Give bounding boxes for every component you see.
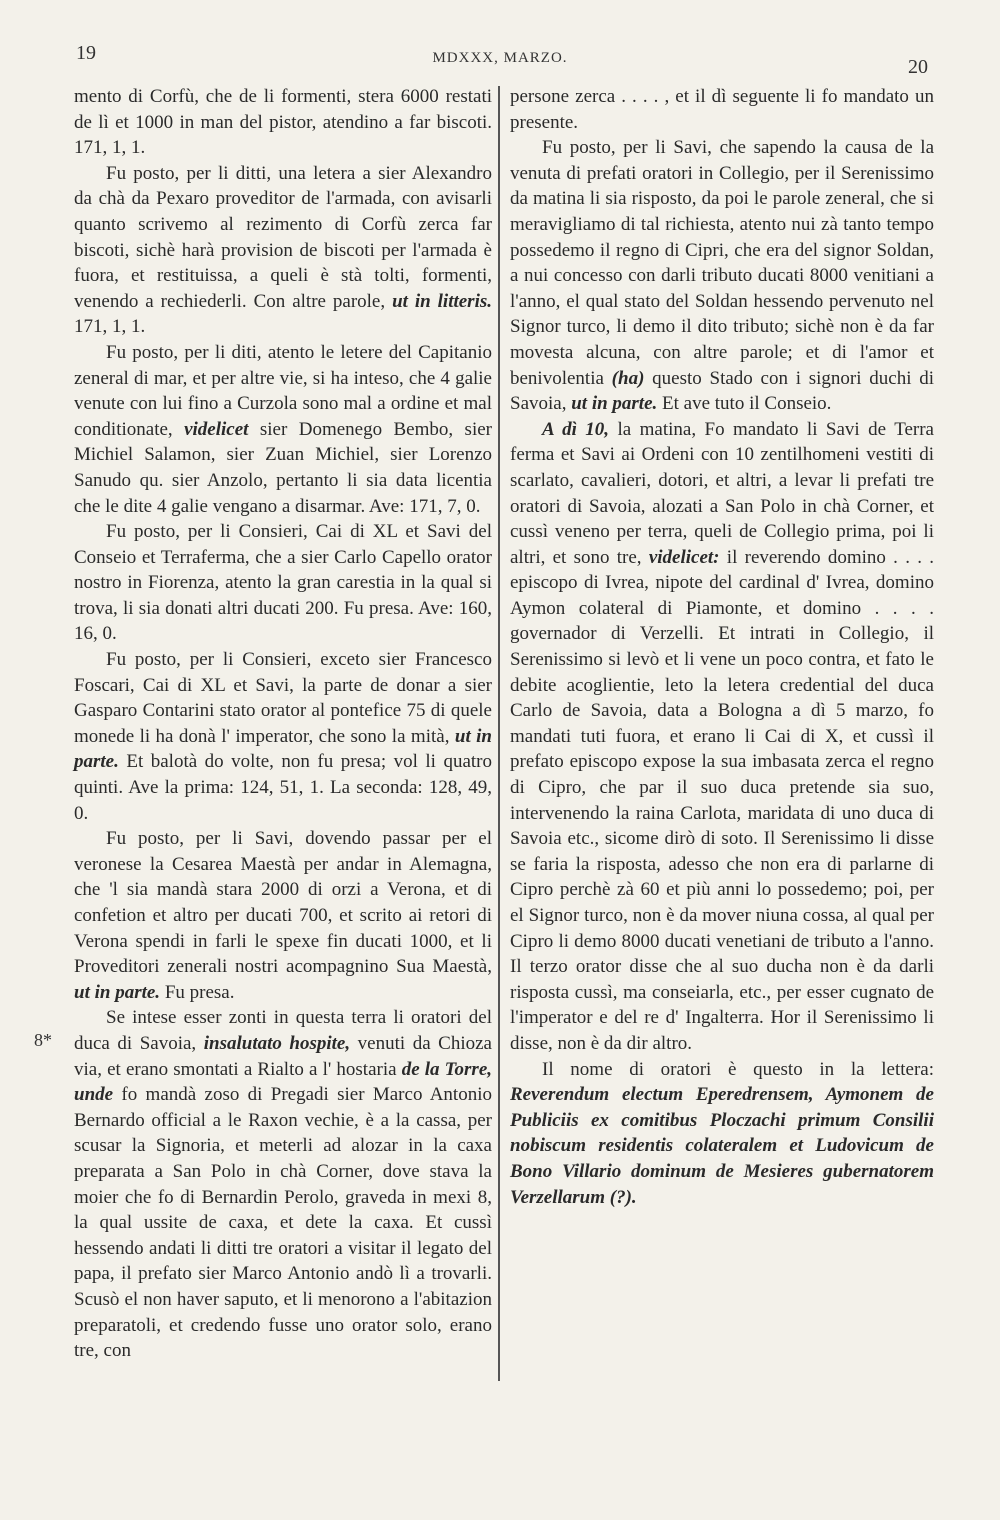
- running-title: MDXXX, MARZO.: [432, 50, 568, 66]
- italic-phrase: ut in parte.: [74, 725, 492, 773]
- page-number-right: 20: [908, 56, 928, 78]
- text-run: venuti da Chioza via, et erano smontati a Rialto a l' hostaria: [74, 1032, 492, 1080]
- text-run: questo Stado con i signori duchi di Savoia,: [510, 367, 934, 415]
- text-run: Se intese esser zonti in questa terra li oratori del duca di Savoia,: [74, 1007, 492, 1054]
- text-run: Et balotà do volte, non fu presa; vol li quatro quinti. Ave la prima: 124, 51, 1. La seconda: 128, 49, 0.: [74, 751, 492, 824]
- paragraph: [510, 84, 934, 135]
- paragraph: [510, 1057, 934, 1211]
- text-run: Fu posto, per li Savi, dovendo passar per el veronese la Cesarea Maestà per andar in Alemagna, che 'l sia mandà stara 2000 di orzi a Verona, et di confetion et altro per ducati 700, et scrito ai retori di Verona spendi in farli le spexe fin ducati 1000, et li Proveditori zenerali nostri acompagnino Sua Maestà,: [74, 828, 492, 978]
- text-run: Il nome di oratori è questo in la lettera:: [542, 1058, 934, 1080]
- paragraph: [74, 340, 492, 519]
- paragraph: [74, 1005, 492, 1363]
- text-run: Fu posto, per li Savi, che sapendo la causa de la venuta di prefati oratori in Collegio, per il Serenissimo da matina li sia risposto, da poi le parole zeneral, che si meravigliamo di tal richiesta, atento nui zà tanto tempo possedemo il regno di Cipri, che era del signor Soldan, a nui concesso con darli tributo ducati 8000 venitiani a l'anno, el qual stato del Soldan hessendo pervenuto nel Signor turco, li demo il dito tributo; sichè non è da far movesta alcuna, con altre parole; et di l'amor et benivolentia: [510, 137, 934, 389]
- text-run: Fu posto, per li diti, atento le letere del Capitanio zeneral di mar, et per altre vie, si ha inteso, che 4 galie venute con lui fino a Curzola sono mal a ordine et mal conditionate,: [74, 341, 492, 440]
- text-run: sier Domenego Bembo, sier Michiel Salamon, sier Zuan Michiel, sier Lorenzo Sanudo qu. sier Anzolo, pertanto li sia data licentia che le dite 4 galie vengano a disarmar. Ave: 171, 7, 0.: [74, 418, 492, 517]
- text-run: il reverendo domino . . . . episcopo di Ivrea, nipote del cardinal d' Ivrea, domino Aymon colateral di Piamonte, et domino . . . . governador di Verzelli. Et intrati in Collegio, il Serenissimo si levò et li vene un poco contra, et fato le debite acoglientie, leto la letera credential del duca Carlo de Savoia, data a Bologna a dì 5 marzo, fo mandati tuti fuora, et erano li Cai di X, et cussì il prefato episcopo expose la sua imbasata zerca el regno di Cipro, che par il suo duca pretende sia suo, intervenendo la raina Carlota, maridata di uno duca di Savoia etc., sicome dirò di soto. Il Serenissimo li disse se faria la risposta, adesso che non era di parlarne di Cipro perchè zà 60 et più anni lo possedemo; poi, per el Signor turco, non è da mover niuna cossa, al qual per Cipro li demo 8000 ducati venetiani de tributo a l'anno. Il terzo orator disse che al suo ducha non è da darli risposta cussì, ma conseiarla, etc., per esser cugnato de l'imperator e del re d' Ingalterra. Hor il Serenissimo li disse, non è da dir altro.: [510, 546, 934, 1054]
- italic-phrase: videlicet:: [648, 546, 720, 568]
- text-run: 171, 1, 1.: [74, 316, 146, 338]
- italic-phrase: videlicet: [184, 418, 249, 440]
- text-run: Fu presa.: [160, 981, 235, 1003]
- paragraph: [510, 135, 934, 417]
- italic-phrase: ut in parte.: [571, 393, 658, 415]
- page-number-left: 19: [76, 42, 96, 64]
- italic-phrase: (ha): [611, 367, 645, 389]
- right-column: [510, 84, 934, 1210]
- margin-note: 8*: [34, 1030, 52, 1050]
- text-run: mento di Corfù, che de li formenti, stera 6000 restati de lì et 1000 in man del pistor, atendino a far biscoti. 171, 1, 1.: [74, 86, 492, 159]
- italic-phrase: A dì 10,: [542, 418, 610, 440]
- text-run: persone zerca . . . . , et il dì seguente li fo mandato un presente.: [510, 86, 934, 133]
- italic-phrase: Reverendum electum Eperedrensem, Aymonem de Publiciis ex comitibus Ploczachi primum Consilii nobiscum residentis colateralem et Ludovicum de Bono Villario dominum de Mesieres gubernatorem Verzellarum (?).: [510, 1084, 934, 1208]
- paragraph: [74, 161, 492, 340]
- left-column: [74, 84, 492, 1364]
- italic-phrase: ut in parte.: [74, 981, 161, 1003]
- italic-phrase: ut in litteris.: [392, 290, 492, 312]
- paragraph: [74, 519, 492, 647]
- italic-phrase: de la Torre, unde: [74, 1058, 493, 1106]
- text-run: Et ave tuto il Conseio.: [657, 393, 832, 415]
- paragraph: [74, 84, 492, 161]
- text-run: la matina, Fo mandato li Savi de Terra ferma et Savi ai Ordeni con 10 zentilhomeni vestiti di scarlato, cavalieri, dotori, et altri, a levar li prefati tre oratori di Savoia, alozati a San Polo in chà Corner, et cussì veneno per terra, queli de Collegio prima, poi li altri, et sono tre,: [510, 418, 934, 568]
- column-divider: [498, 86, 500, 1381]
- text-run: Fu posto, per li Consieri, exceto sier Francesco Foscari, Cai di XL et Savi, la parte de donar a sier Gasparo Contarini stato orator al pontefice 75 di quele monede li ha donà l' imperator, che sono la mità,: [74, 649, 492, 747]
- paragraph: [74, 826, 492, 1005]
- italic-phrase: insalutato hospite,: [203, 1032, 351, 1054]
- text-run: Fu posto, per li ditti, una letera a sier Alexandro da chà da Pexaro proveditor de l'armada, con avisarli quanto scrivemo al rezimento di Corfù zerca far biscoti, sichè harà provision de biscoti per l'armada è fuora, et restituissa, a queli è stà tolti, formenti, venendo a rechiederli. Con altre parole,: [74, 162, 492, 312]
- paragraph: [510, 417, 934, 1057]
- paragraph: [74, 647, 492, 826]
- text-run: Fu posto, per li Consieri, Cai di XL et Savi del Conseio et Terraferma, che a sier Carlo Capello orator nostro in Fiorenza, atento la gran carestia in la qual si trova, li sia donati altri ducati 200. Fu presa. Ave: 160, 16, 0.: [74, 521, 492, 645]
- text-run: fo mandà zoso di Pregadi sier Marco Antonio Bernardo official a le Raxon vechie, è a la cassa, per scusar la Signoria, et meterli ad alozar in la caxa preparata a San Polo in chà Corner, dove stava la moier che fo di Bernardin Perolo, graveda in mexi 8, la qual ussite de caxa, et dete la caxa. Et cussì hessendo andati li ditti tre oratori a visitar il legato del papa, il prefato sier Marco Antonio andò lì a trovarli. Scusò el non haver saputo, et li menorono a l'abitazion preparatoli, et credendo fusse uno orator solo, erano tre, con: [74, 1084, 492, 1362]
